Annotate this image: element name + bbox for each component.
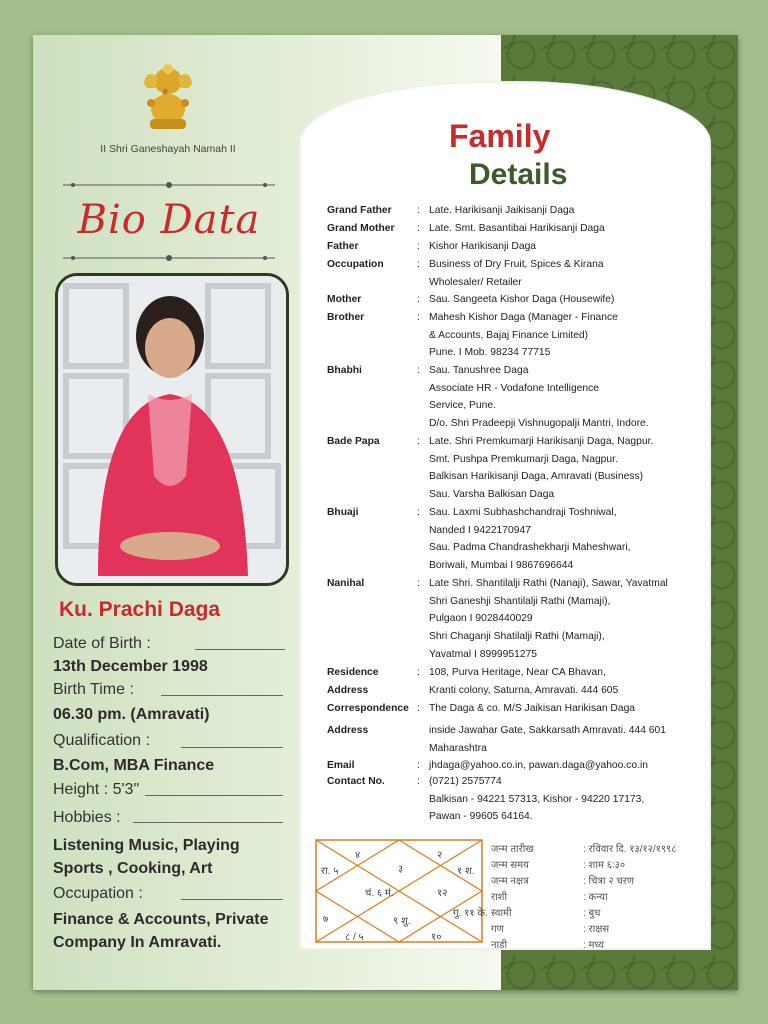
birth-time-label: Birth Time : <box>53 681 134 698</box>
family-row-value: Balkisan - 94221 57313, Kishor - 94220 17173, <box>429 793 645 805</box>
kundali-cell: ७ <box>323 914 329 925</box>
kundali-info-key: गण <box>491 924 504 935</box>
family-row-value: D/o. Shri Pradeepji Vishnugopalji Mantri, Indore. <box>429 418 649 430</box>
family-row-colon: : <box>417 365 420 376</box>
kundali-cell: रा. ५ <box>321 866 339 877</box>
biodata-title: Bio Data <box>77 197 261 243</box>
family-row-label: Contact No. <box>327 776 385 787</box>
family-row-value: Mahesh Kishor Daga (Manager - Finance <box>429 312 618 323</box>
kundali-info-value: : चित्रा २ चरण <box>583 876 635 887</box>
dob-underline <box>195 649 285 650</box>
kundali-cell: २ <box>437 850 443 861</box>
family-row-label: Bade Papa <box>327 436 380 447</box>
family-row-value: Kranti colony, Saturna, Amravati. 444 605 <box>429 685 619 696</box>
occupation-line-2: Company In Amravati. <box>53 934 222 951</box>
family-row-value: Late. Shri Premkumarji Harikisanji Daga, Nagpur. <box>429 436 654 447</box>
hobbies-label: Hobbies : <box>53 809 121 826</box>
family-row-value: Sau. Padma Chandrashekharji Maheshwari, <box>429 542 631 554</box>
family-row-label: Brother <box>327 312 365 323</box>
family-row-value: Associate HR - Vodafone Intelligence <box>429 382 599 394</box>
family-row-label: Mother <box>327 294 362 305</box>
kundali-info-value: : रविवार दि. १३/१२/१९९८ <box>583 844 677 855</box>
family-row-label: Email <box>327 760 355 771</box>
kundali-info-value: : शाम ६:३० <box>583 860 626 871</box>
family-row-value: Wholesaler/ Retailer <box>429 276 522 288</box>
kundali-info-value: : मध्य <box>583 940 605 951</box>
family-row-label: Father <box>327 241 359 252</box>
details-title: Details <box>469 158 568 191</box>
family-row-colon: : <box>417 241 420 252</box>
family-row-value: Sau. Tanushree Daga <box>429 365 529 376</box>
kundali-cell: ३ <box>398 864 404 875</box>
family-row-label: Address <box>327 725 369 736</box>
family-row-label: Bhuaji <box>327 507 359 518</box>
kundali-cell: १२ <box>437 888 448 899</box>
kundali-cell: ४ <box>355 850 361 861</box>
family-row-value: Sau. Sangeeta Kishor Daga (Housewife) <box>429 294 615 305</box>
family-row-value: Late Shri. Shantilalji Rathi (Nanaji), Sawar, Yavatmal <box>429 578 668 589</box>
family-row-value: Smt. Pushpa Premkumarji Daga, Nagpur. <box>429 453 618 465</box>
family-row-label: Address <box>327 685 369 696</box>
family-row-colon: : <box>417 205 420 216</box>
family-row-label: Bhabhi <box>327 365 362 376</box>
family-row-colon: : <box>417 223 420 234</box>
qualification-underline <box>181 747 283 748</box>
family-row-value: Late. Smt. Basantibai Harikisanji Daga <box>429 223 605 234</box>
kundali-info-key: जन्म तारीख <box>491 844 534 855</box>
kundali-cell: १ श. <box>457 866 475 877</box>
family-row-colon: : <box>417 312 420 323</box>
family-row-label: Occupation <box>327 259 384 270</box>
mantra-text: II Shri Ganeshayah Namah II <box>100 143 236 155</box>
family-row-value: (0721) 2575774 <box>429 776 502 787</box>
kundali-info-key: जन्म समय <box>491 860 529 871</box>
family-row-value: The Daga & co. M/S Jaikisan Harikisan Daga <box>429 703 636 714</box>
family-row-value: Kishor Harikisanji Daga <box>429 241 537 252</box>
kundali-info-value: : राक्षस <box>583 924 610 935</box>
family-row-label: Grand Father <box>327 205 392 216</box>
kundali-info-value: : बुध <box>583 908 601 919</box>
kundali-info-key: जन्म नक्षत्र <box>491 876 529 887</box>
family-row-value: Maharashtra <box>429 742 487 754</box>
hobbies-line-2: Sports , Cooking, Art <box>53 860 213 877</box>
kundali-cell: चं. ६ मं. <box>365 888 394 899</box>
kundali-cell: गु. ११ के. <box>453 908 488 919</box>
family-row-label: Grand Mother <box>327 223 395 234</box>
family-row-value: Yavatmal I 8999951275 <box>429 648 538 660</box>
family-row-colon: : <box>417 507 420 518</box>
dob-value: 13th December 1998 <box>53 658 208 675</box>
kundali-cell: १० <box>431 932 442 943</box>
family-row-value: Balkisan Harikisanji Daga, Amravati (Business) <box>429 471 644 483</box>
kundali-cell: ८ / ५ <box>345 932 364 943</box>
family-row-value: & Accounts, Bajaj Finance Limited) <box>429 329 589 341</box>
kundali-info-value: : कन्या <box>583 892 608 903</box>
family-row-value: Pawan - 99605 64164. <box>429 811 533 823</box>
qualification-value: B.Com, MBA Finance <box>53 757 215 774</box>
occupation-underline <box>181 899 283 900</box>
family-row-colon: : <box>417 578 420 589</box>
profile-photo <box>55 273 289 586</box>
height-underline <box>145 795 283 796</box>
family-row-value: Sau. Laxmi Subhashchandraji Toshniwal, <box>429 507 617 518</box>
family-row-value: Business of Dry Fruit, Spices & Kirana <box>429 259 604 270</box>
family-row-value: Service, Pune. <box>429 400 496 412</box>
family-row-colon: : <box>417 703 420 714</box>
family-row-colon: : <box>417 667 420 678</box>
ornament-divider-top <box>63 180 275 190</box>
ornament-divider-bottom <box>63 253 275 263</box>
family-row-label: Correspondence <box>327 703 409 714</box>
family-row-value: inside Jawahar Gate, Sakkarsath Amravati. 444 601 <box>429 725 666 736</box>
candidate-name: Ku. Prachi Daga <box>59 598 221 621</box>
qualification-label: Qualification : <box>53 732 150 749</box>
height-label: Height : 5'3" <box>53 781 140 798</box>
kundali-cell: ९ शु. <box>393 916 411 927</box>
occupation-line-1: Finance & Accounts, Private <box>53 911 269 928</box>
family-row-colon: : <box>417 776 420 787</box>
biodata-sheet <box>33 35 738 990</box>
family-row-value: 108, Purva Heritage, Near CA Bhavan, <box>429 667 606 678</box>
dob-label: Date of Birth : <box>53 635 151 652</box>
family-row-value: Shri Ganeshji Shantilalji Rathi (Mamaji), <box>429 595 611 607</box>
kundali-chart <box>315 839 483 943</box>
family-row-label: Residence <box>327 667 379 678</box>
family-row-value: jhdaga@yahoo.co.in, pawan.daga@yahoo.co.in <box>429 760 648 771</box>
family-row-value: Late. Harikisanji Jaikisanji Daga <box>429 205 575 216</box>
family-row-colon: : <box>417 436 420 447</box>
ganesha-icon <box>136 61 200 135</box>
family-row-value: Pulgaon I 9028440029 <box>429 613 533 625</box>
family-row-value: Shri Chaganji Shatilalji Rathi (Mamaji), <box>429 631 605 643</box>
birth-time-underline <box>161 695 283 696</box>
kundali-info-key: स्वामी <box>491 908 512 919</box>
family-title: Family <box>449 118 551 154</box>
family-row-label: Nanihal <box>327 578 365 589</box>
family-row-value: Sau. Varsha Balkisan Daga <box>429 489 555 501</box>
birth-time-value: 06.30 pm. (Amravati) <box>53 706 210 723</box>
family-row-colon: : <box>417 259 420 270</box>
family-row-value: Nanded I 9422170947 <box>429 524 531 536</box>
occupation-label: Occupation : <box>53 885 143 902</box>
family-row-value: Boriwali, Mumbai I 9867696644 <box>429 560 574 572</box>
hobbies-line-1: Listening Music, Playing <box>53 837 240 854</box>
family-row-value: Pune. I Mob. 98234 77715 <box>429 347 551 359</box>
family-row-colon: : <box>417 760 420 771</box>
family-row-colon: : <box>417 294 420 305</box>
kundali-info-key: नाडी <box>491 940 508 951</box>
hobbies-underline <box>133 822 283 823</box>
kundali-info-key: राशी <box>491 892 508 903</box>
